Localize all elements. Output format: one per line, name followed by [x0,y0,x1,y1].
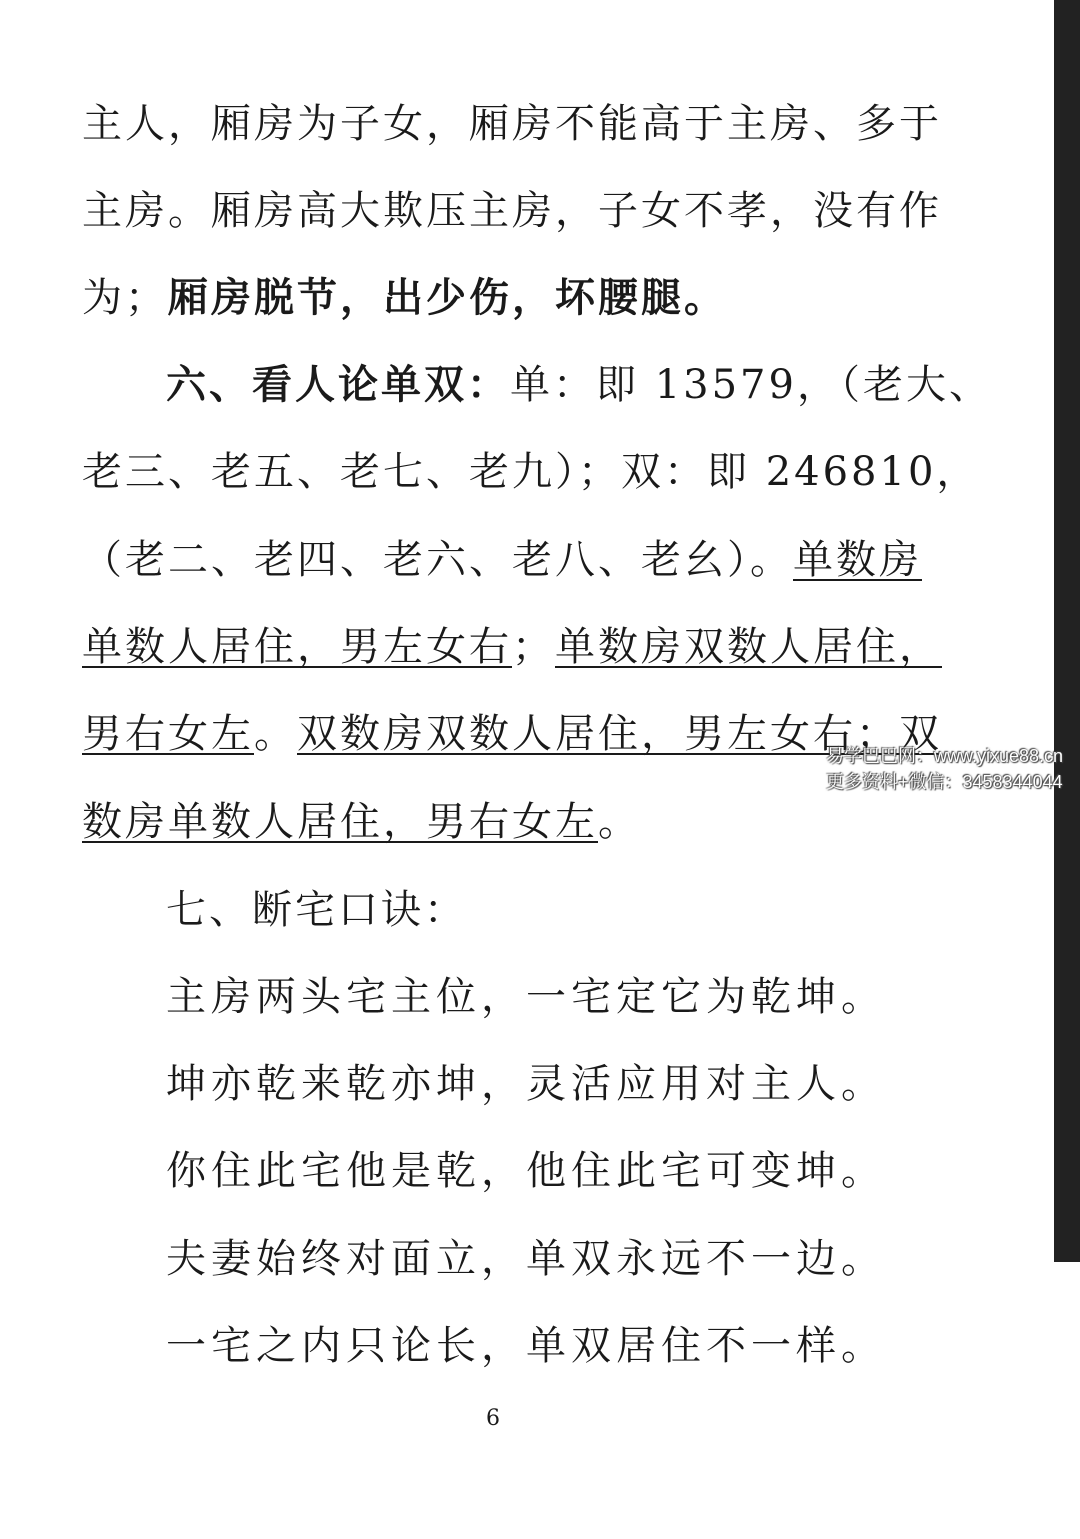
verse-line: 一宅之内只论长，单双居住不一样。 [166,1323,886,1369]
page-number: 6 [486,1406,500,1431]
watermark-line-1: 易学巴巴网：www.yixue88.cn [826,746,1064,766]
text-segment: 单：即 13579，（老大、 [510,362,992,408]
text-segment: 为； [82,275,168,321]
underlined-text-segment: 男右女左 [82,711,254,757]
text-line-7 [82,621,942,673]
right-edge-bar [1054,0,1080,1262]
text-segment: 主房。厢房高大欺压主房，子女不孝，没有作 [82,188,942,234]
underlined-text-segment: 单数房 [793,537,922,583]
bold-text-segment: 厢房脱节，出少伤，坏腰腿。 [168,274,727,321]
underlined-text-segment: 数房单数人居住，男右女左 [82,799,598,845]
underlined-text-segment: 单数房双数人居住， [555,624,942,670]
text-line-5 [82,446,979,498]
verse-line: 主房两头宅主位，一宅定它为乾坤。 [166,974,886,1020]
underlined-text-segment: 单数人居住，男左女右 [82,624,512,670]
text-segment: （老二、老四、老六、老八、老幺）。 [82,537,793,583]
text-segment: ； [512,624,555,670]
section-heading-label: 六、看人论单双： [166,361,510,408]
text-line-9 [82,796,641,848]
text-line-3 [82,272,727,324]
text-segment: 主人，厢房为子女，厢房不能高于主房、多于 [82,101,942,147]
section-six-heading [166,359,992,411]
text-segment: 老三、老五、老七、老九）；双：即 246810， [82,449,980,495]
text-line-6 [82,534,922,586]
verse-line: 你住此宅他是乾，他住此宅可变坤。 [166,1148,886,1194]
text-line-8 [82,708,942,760]
text-segment: 。 [598,799,641,845]
section-heading-label: 七、断宅口诀： [166,887,467,933]
text-line-2 [82,185,942,237]
verse-line: 夫妻始终对面立，单双永远不一边。 [166,1236,886,1282]
section-seven-heading [166,884,467,936]
watermark-line-2: 更多资料+微信：3458344044 [826,772,1063,792]
text-line-1 [82,98,942,150]
text-segment: 。 [254,711,297,757]
verse-line: 坤亦乾来乾亦坤，灵活应用对主人。 [166,1061,886,1107]
underlined-text-segment: 双数房双数人居住，男左女右；双 [297,711,942,757]
